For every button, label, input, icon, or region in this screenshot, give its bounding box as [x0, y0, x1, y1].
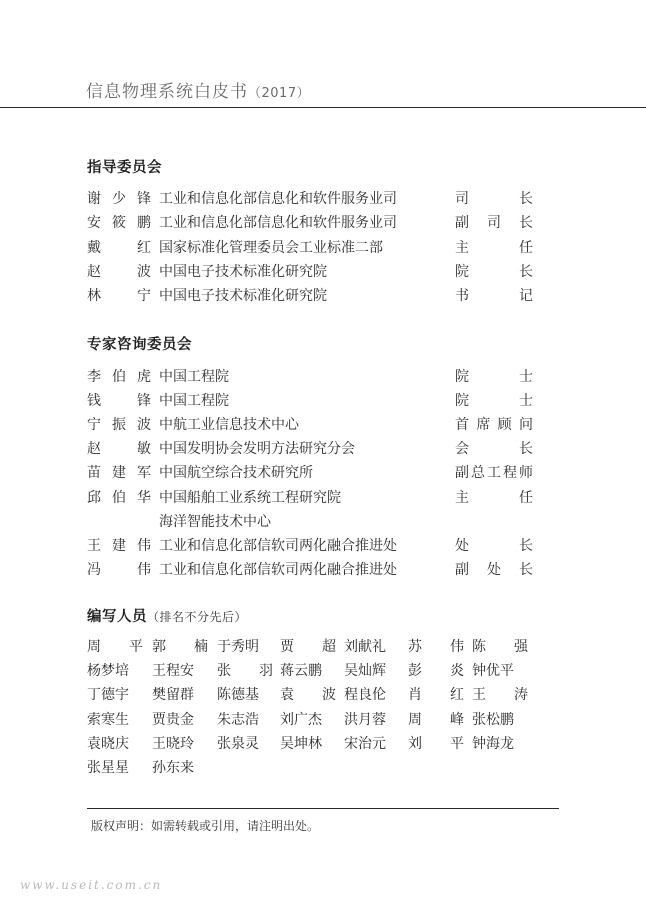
writer-name-char: 贾	[152, 711, 166, 728]
member-name-char: 波	[137, 417, 151, 434]
writer-name-char: 炎	[450, 663, 464, 680]
member-name-char: 少	[112, 191, 126, 207]
member-organization: 中国船舶工业系统工程研究院	[159, 489, 341, 506]
member-position-char: 长	[519, 191, 533, 207]
watermark: www.useit.com.cn	[20, 878, 163, 892]
writer-name	[217, 709, 273, 729]
writer-name-char: 龙	[500, 735, 514, 752]
writer-name-char: 灿	[358, 663, 372, 680]
writer-name	[152, 709, 208, 729]
committee-row	[0, 188, 646, 212]
writer-name	[344, 684, 400, 704]
member-name-char: 振	[112, 417, 126, 434]
member-position-char: 记	[519, 288, 533, 305]
member-position-char: 士	[519, 393, 533, 410]
member-name	[87, 559, 151, 579]
member-name-char: 锋	[137, 191, 151, 207]
writer-name-char: 王	[152, 735, 166, 752]
document-title	[86, 77, 310, 102]
committee-row	[0, 559, 646, 583]
member-name-char: 虎	[137, 369, 151, 385]
member-organization: 中国电子技术标准化研究院	[159, 288, 327, 305]
guidance-committee-heading: 指导委员会	[87, 160, 162, 176]
writer-name-char: 寒	[101, 711, 115, 728]
writer-name-char: 献	[358, 639, 372, 655]
writer-name-char: 平	[500, 663, 514, 680]
writer-name-char: 红	[450, 687, 464, 704]
writer-name-char: 玲	[180, 735, 194, 752]
member-name	[87, 212, 151, 232]
member-position-char: 长	[519, 537, 533, 554]
member-position	[455, 535, 533, 555]
writer-name-char: 樊	[152, 687, 166, 704]
member-name-char: 建	[112, 537, 126, 554]
writer-name	[472, 660, 528, 680]
writer-name-char: 月	[358, 711, 372, 728]
writer-name	[408, 709, 464, 729]
member-position-char: 程	[503, 465, 517, 482]
writer-name-char: 德	[101, 687, 115, 704]
member-position-char: 首	[455, 417, 469, 434]
member-organization: 中国电子技术标准化研究院	[159, 263, 327, 280]
member-organization: 工业和信息化部信息化和软件服务业司	[159, 191, 397, 207]
writer-name-char: 陈	[472, 639, 486, 655]
writer-name-char: 陈	[217, 687, 231, 704]
writer-name-char: 波	[322, 687, 336, 704]
copyright-notice: 版权声明：如需转载或引用，请注明出处。	[91, 819, 320, 833]
writer-name-char: 来	[180, 760, 194, 776]
member-name	[87, 487, 151, 507]
writer-name-char: 张	[472, 711, 486, 728]
writer-name	[472, 636, 528, 656]
writer-name	[344, 636, 400, 656]
member-name	[87, 285, 151, 305]
writer-name-char: 晓	[101, 735, 115, 752]
writer-name	[152, 757, 208, 777]
writer-name-char: 基	[245, 687, 259, 704]
writer-name-char: 强	[514, 639, 528, 655]
writer-name-char: 贾	[280, 639, 294, 655]
title-year: （2017）	[248, 86, 311, 101]
writer-name	[408, 684, 464, 704]
writer-name-char: 优	[486, 663, 500, 680]
writer-name	[87, 660, 143, 680]
writer-name-char: 德	[231, 687, 245, 704]
member-name-char: 赵	[87, 263, 101, 280]
footer-divider	[87, 808, 559, 809]
writer-name-char: 群	[180, 687, 194, 704]
writer-name-char: 晓	[166, 735, 180, 752]
member-name-char: 伟	[137, 561, 151, 578]
member-position-char: 司	[455, 191, 469, 207]
member-position-char: 席	[476, 417, 491, 434]
writer-name-char: 林	[308, 735, 322, 752]
member-name-char: 李	[87, 369, 101, 385]
member-name	[87, 261, 151, 281]
member-name-char: 林	[87, 288, 101, 305]
writer-name-char: 周	[408, 711, 422, 728]
writer-name-char: 金	[180, 711, 194, 728]
writer-name	[217, 660, 273, 680]
writer-name-char: 于	[217, 639, 231, 655]
member-name-char: 鹏	[137, 215, 151, 232]
writer-name-char: 礼	[372, 639, 386, 655]
writer-name-char: 杨	[87, 663, 101, 680]
committee-row	[0, 487, 646, 511]
member-position-char: 主	[455, 239, 469, 256]
committee-row	[0, 462, 646, 486]
member-position-char: 长	[519, 215, 533, 232]
committee-row	[0, 390, 646, 414]
writer-name-char: 苏	[408, 639, 422, 655]
member-position-char: 院	[455, 369, 469, 385]
member-position-char: 顾	[497, 417, 512, 434]
member-name	[87, 414, 151, 434]
writer-name-char: 丁	[87, 687, 101, 704]
member-organization: 工业和信息化部信息化和软件服务业司	[159, 215, 397, 232]
writer-name-char: 宋	[344, 735, 358, 752]
committee-row	[0, 212, 646, 236]
member-organization: 中国发明协会发明方法研究分会	[159, 441, 355, 458]
committee-row	[0, 438, 646, 462]
writer-name	[87, 757, 143, 777]
member-organization: 中国工程院	[159, 393, 229, 410]
member-organization: 中国航空综合技术研究所	[159, 465, 313, 482]
writer-name-char: 鹏	[308, 663, 322, 680]
member-position	[455, 462, 533, 482]
writer-name-char: 培	[115, 663, 129, 680]
committee-row	[0, 511, 646, 535]
member-name-char: 赵	[87, 441, 101, 458]
member-name-char: 华	[137, 489, 151, 506]
writer-name-char: 星	[101, 760, 115, 776]
member-name-char: 军	[137, 465, 151, 482]
writer-name	[87, 636, 143, 656]
member-organization: 中航工业信息技术中心	[159, 417, 299, 434]
writer-name-char: 星	[115, 760, 129, 776]
member-organization: 工业和信息化部信软司两化融合推进处	[159, 561, 397, 578]
writer-name-char: 涛	[514, 687, 528, 704]
member-name-char: 王	[87, 537, 101, 554]
writer-name	[408, 660, 464, 680]
member-name-char: 伯	[112, 489, 126, 506]
member-name-char: 红	[137, 239, 151, 256]
writer-name-char: 孙	[152, 760, 166, 776]
writer-name-char: 秀	[231, 639, 245, 655]
writer-name	[280, 733, 336, 753]
writer-name	[217, 684, 273, 704]
committee-row	[0, 237, 646, 261]
writers-heading-note: （排名不分先后）	[147, 610, 248, 624]
member-name-char: 伯	[112, 369, 126, 385]
writer-name	[344, 709, 400, 729]
member-name	[87, 438, 151, 458]
writer-name	[217, 636, 273, 656]
committee-row	[0, 285, 646, 309]
member-position-char: 总	[471, 465, 485, 482]
member-position	[455, 487, 533, 507]
writer-name-char: 志	[231, 711, 245, 728]
writer-name-char: 吴	[280, 735, 294, 752]
member-organization: 国家标准化管理委员会工业标准二部	[159, 239, 383, 256]
writer-name-char: 杰	[308, 711, 322, 728]
member-name-char: 锋	[137, 393, 151, 410]
member-position-char: 副	[455, 561, 469, 578]
member-name	[87, 535, 151, 555]
writer-name-char: 张	[217, 735, 231, 752]
member-position	[455, 237, 533, 257]
member-position-char: 主	[455, 489, 469, 506]
member-name-char: 敏	[137, 441, 151, 458]
member-position-char: 长	[519, 263, 533, 280]
writer-name	[280, 660, 336, 680]
writer-name-char: 生	[115, 711, 129, 728]
writer-name	[152, 660, 208, 680]
writer-name	[408, 733, 464, 753]
member-organization: 中国工程院	[159, 369, 229, 385]
writer-name-char: 贵	[166, 711, 180, 728]
writer-name-char: 刘	[280, 711, 294, 728]
writer-name-char: 辉	[372, 663, 386, 680]
writer-name-char: 伦	[372, 687, 386, 704]
committee-row	[0, 535, 646, 559]
committee-row	[0, 261, 646, 285]
member-position	[455, 390, 533, 410]
member-name-char: 钱	[87, 393, 101, 410]
writer-name-char: 羽	[259, 663, 273, 680]
member-position-char: 处	[455, 537, 469, 554]
writer-name-char: 楠	[194, 639, 208, 655]
writer-name-char: 刘	[408, 735, 422, 752]
member-position-char: 院	[455, 393, 469, 410]
writer-name-char: 洪	[344, 711, 358, 728]
member-name	[87, 237, 151, 257]
writer-name-char: 海	[486, 735, 500, 752]
writer-name-char: 程	[166, 663, 180, 680]
writer-name	[408, 636, 464, 656]
member-organization: 海洋智能技术中心	[159, 513, 271, 530]
member-name-char: 安	[87, 215, 101, 232]
member-position	[455, 414, 533, 434]
member-name	[87, 462, 151, 482]
member-name-char: 伟	[137, 537, 151, 554]
member-position-char: 书	[455, 288, 469, 305]
writer-name-char: 张	[87, 760, 101, 776]
writer-name-char: 元	[372, 735, 386, 752]
member-position-char: 院	[455, 263, 469, 280]
member-position-char: 长	[519, 561, 533, 578]
writer-name-char: 肖	[408, 687, 422, 704]
member-position	[455, 559, 533, 579]
writer-name	[280, 684, 336, 704]
member-name	[87, 366, 151, 386]
member-name-char: 筱	[112, 215, 126, 232]
member-name-char: 波	[137, 263, 151, 280]
writers-heading-text: 编写人员	[87, 609, 147, 625]
member-position-char: 处	[487, 561, 501, 578]
writer-name	[87, 684, 143, 704]
writer-name-char: 钟	[472, 663, 486, 680]
writer-name-char: 郭	[152, 639, 166, 655]
writer-name	[152, 733, 208, 753]
writer-name-char: 彭	[408, 663, 422, 680]
writer-name-char: 云	[294, 663, 308, 680]
writer-name	[87, 709, 143, 729]
expert-committee-heading: 专家咨询委员会	[87, 337, 192, 353]
member-position-char: 副	[455, 465, 469, 482]
writer-name	[280, 636, 336, 656]
member-position-char: 副	[455, 215, 469, 232]
writer-name-char: 超	[322, 639, 336, 655]
member-position	[455, 212, 533, 232]
writer-name-char: 泉	[231, 735, 245, 752]
member-name-char: 戴	[87, 239, 101, 256]
member-name	[87, 390, 151, 410]
member-name-char: 苗	[87, 465, 101, 482]
writer-name-char: 程	[344, 687, 358, 704]
member-position-char: 士	[519, 369, 533, 385]
writer-name-char: 灵	[245, 735, 259, 752]
writer-name-char: 浩	[245, 711, 259, 728]
committee-row	[0, 414, 646, 438]
writer-name-char: 王	[472, 687, 486, 704]
writer-name	[472, 684, 528, 704]
writer-name-char: 平	[129, 639, 143, 655]
member-name-char: 谢	[87, 191, 101, 207]
writer-name-char: 刘	[344, 639, 358, 655]
writer-name-char: 索	[87, 711, 101, 728]
writer-name-char: 平	[450, 735, 464, 752]
member-organization: 工业和信息化部信软司两化融合推进处	[159, 537, 397, 554]
member-position	[455, 188, 533, 208]
writer-name-char: 庆	[115, 735, 129, 752]
writer-name-char: 朱	[217, 711, 231, 728]
member-position	[455, 285, 533, 305]
member-name-char: 邱	[87, 489, 101, 506]
member-position-char: 会	[455, 441, 469, 458]
writer-name-char: 袁	[87, 735, 101, 752]
writer-name-char: 伟	[450, 639, 464, 655]
writer-name-char: 峰	[450, 711, 464, 728]
member-name-char: 建	[112, 465, 126, 482]
writer-name	[344, 733, 400, 753]
member-position-char: 司	[487, 215, 501, 232]
writer-name-char: 良	[358, 687, 372, 704]
member-position-char: 长	[519, 441, 533, 458]
writer-name	[472, 733, 528, 753]
writer-name-char: 坤	[294, 735, 308, 752]
writer-name-char: 梦	[101, 663, 115, 680]
writer-name-char: 广	[294, 711, 308, 728]
writer-name-char: 袁	[280, 687, 294, 704]
writer-name	[472, 709, 528, 729]
member-position-char: 师	[519, 465, 533, 482]
writer-name-char: 鹏	[500, 711, 514, 728]
writer-name	[280, 709, 336, 729]
writer-name-char: 张	[217, 663, 231, 680]
writer-name	[87, 733, 143, 753]
writer-name-char: 蓉	[372, 711, 386, 728]
writer-name-char: 东	[166, 760, 180, 776]
writer-name	[152, 684, 208, 704]
member-position	[455, 366, 533, 386]
member-position-char: 问	[518, 417, 533, 434]
writers-heading	[87, 605, 247, 626]
member-name	[87, 188, 151, 208]
writer-name	[217, 733, 273, 753]
writer-name-char: 安	[180, 663, 194, 680]
member-position-char: 工	[487, 465, 501, 482]
member-position	[455, 438, 533, 458]
header-divider	[0, 107, 646, 108]
writer-name-char: 吴	[344, 663, 358, 680]
writer-name-char: 周	[87, 639, 101, 655]
writer-name-char: 松	[486, 711, 500, 728]
committee-row	[0, 366, 646, 390]
member-position	[455, 261, 533, 281]
writer-name-char: 蒋	[280, 663, 294, 680]
writer-name-char: 留	[166, 687, 180, 704]
member-name-char: 宁	[87, 417, 101, 434]
writer-name-char: 治	[358, 735, 372, 752]
writer-name	[152, 636, 208, 656]
member-name-char: 宁	[137, 288, 151, 305]
title-text: 信息物理系统白皮书	[86, 82, 248, 102]
member-position-char: 任	[519, 489, 533, 506]
writer-name-char: 明	[245, 639, 259, 655]
writer-name	[344, 660, 400, 680]
writer-name-char: 王	[152, 663, 166, 680]
member-position-char: 任	[519, 239, 533, 256]
writer-name-char: 钟	[472, 735, 486, 752]
writer-name-char: 宇	[115, 687, 129, 704]
member-name-char: 冯	[87, 561, 101, 578]
